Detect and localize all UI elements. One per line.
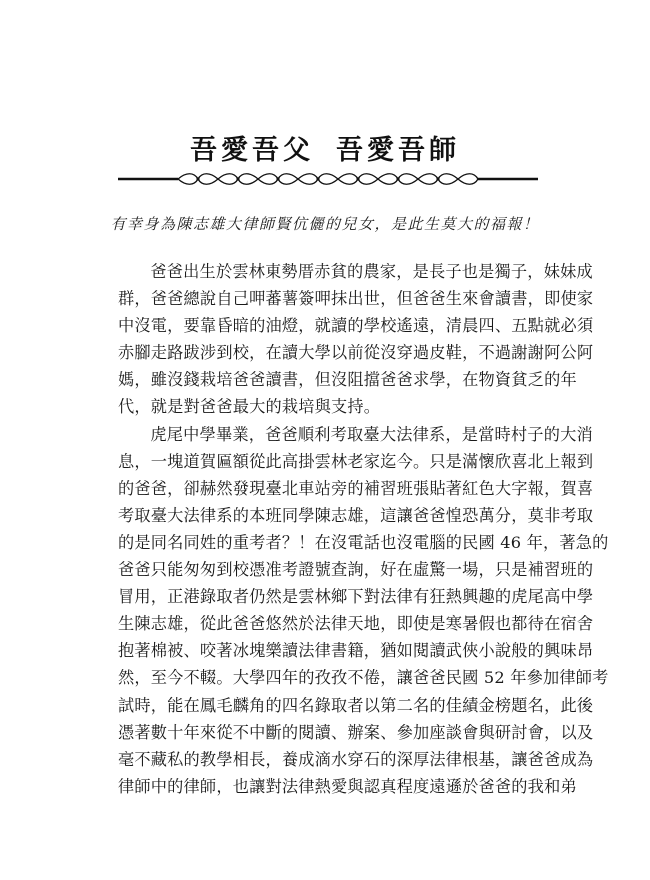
article-body: [118, 258, 609, 800]
text-line: 生陳志雄，從此爸爸悠然於法律天地，即使是寒暑假也都待在宿舍: [118, 614, 594, 634]
text-line: 憑著數十年來從不中斷的閱讀、辦案、參加座談會與研討會，以及: [118, 722, 594, 742]
text-line: 考取臺大法律系的本班同學陳志雄，這讓爸爸惶恐萬分，莫非考取: [118, 505, 594, 525]
text-line: 爸爸出生於雲林東勢厝赤貧的農家，是長子也是獨子，妹妹成: [150, 262, 593, 281]
text-line: 爸爸只能匆匆到校憑准考證號查詢，好在虛驚一場，只是補習班的: [118, 560, 594, 580]
title-part-teacher: 吾愛吾師: [336, 135, 460, 166]
title-ornament-divider: [118, 170, 538, 188]
text-line: 赤腳走路跋涉到校，在讀大學以前從沒穿過皮鞋，不過謝謝阿公阿: [118, 343, 594, 363]
paragraph-1: [118, 258, 594, 421]
text-line: 試時，能在鳳毛麟角的四名錄取者以第二名的佳績金榜題名，此後: [118, 695, 594, 715]
text-line: 媽，雖沒錢栽培爸爸讀書，但沒阻擋爸爸求學，在物資貧乏的年: [118, 370, 577, 390]
text-line: 的爸爸，卻赫然發現臺北車站旁的補習班張貼著紅色大字報，賀喜: [118, 478, 594, 498]
text-line: 的是同名同姓的重考者？！在沒電話也沒電腦的民國 46 年，著急的: [118, 532, 609, 552]
text-line: 毫不藏私的教學相長，養成滴水穿石的深厚法律根基，讓爸爸成為: [118, 749, 594, 769]
text-line: 群，爸爸總說自己呷蕃薯簽呷抹出世，但爸爸生來會讀書，即使家: [118, 289, 594, 309]
text-line: 抱著棉被、咬著冰塊樂讀法律書籍，猶如閱讀武俠小說般的興味昂: [118, 641, 594, 661]
page-subtitle: 有幸身為陳志雄大律師賢伉儷的兒女，是此生莫大的福報！: [110, 215, 540, 233]
text-line: 虎尾中學畢業，爸爸順利考取臺大法律系，是當時村子的大消: [150, 424, 593, 444]
paragraph-2: [118, 421, 609, 800]
text-line: 律師中的律師，也讓對法律熱愛與認真程度遠遜於爸爸的我和弟: [118, 776, 577, 796]
text-line: 息，一塊道賀匾額從此高掛雲林老家迄今。只是滿懷欣喜北上報到: [118, 451, 594, 471]
page-title: [0, 133, 650, 169]
text-line: 代，就是對爸爸最大的栽培與支持。: [118, 397, 381, 417]
text-line: 然，至今不輟。大學四年的孜孜不倦，讓爸爸民國 52 年參加律師考: [118, 668, 609, 688]
text-line: 冒用，正港錄取者仍然是雲林鄉下對法律有狂熱興趣的虎尾高中學: [118, 587, 594, 607]
text-line: 中沒電，要靠昏暗的油燈，就讀的學校遙遠，清晨四、五點就必須: [118, 316, 594, 336]
title-part-father: 吾愛吾父: [190, 135, 314, 166]
